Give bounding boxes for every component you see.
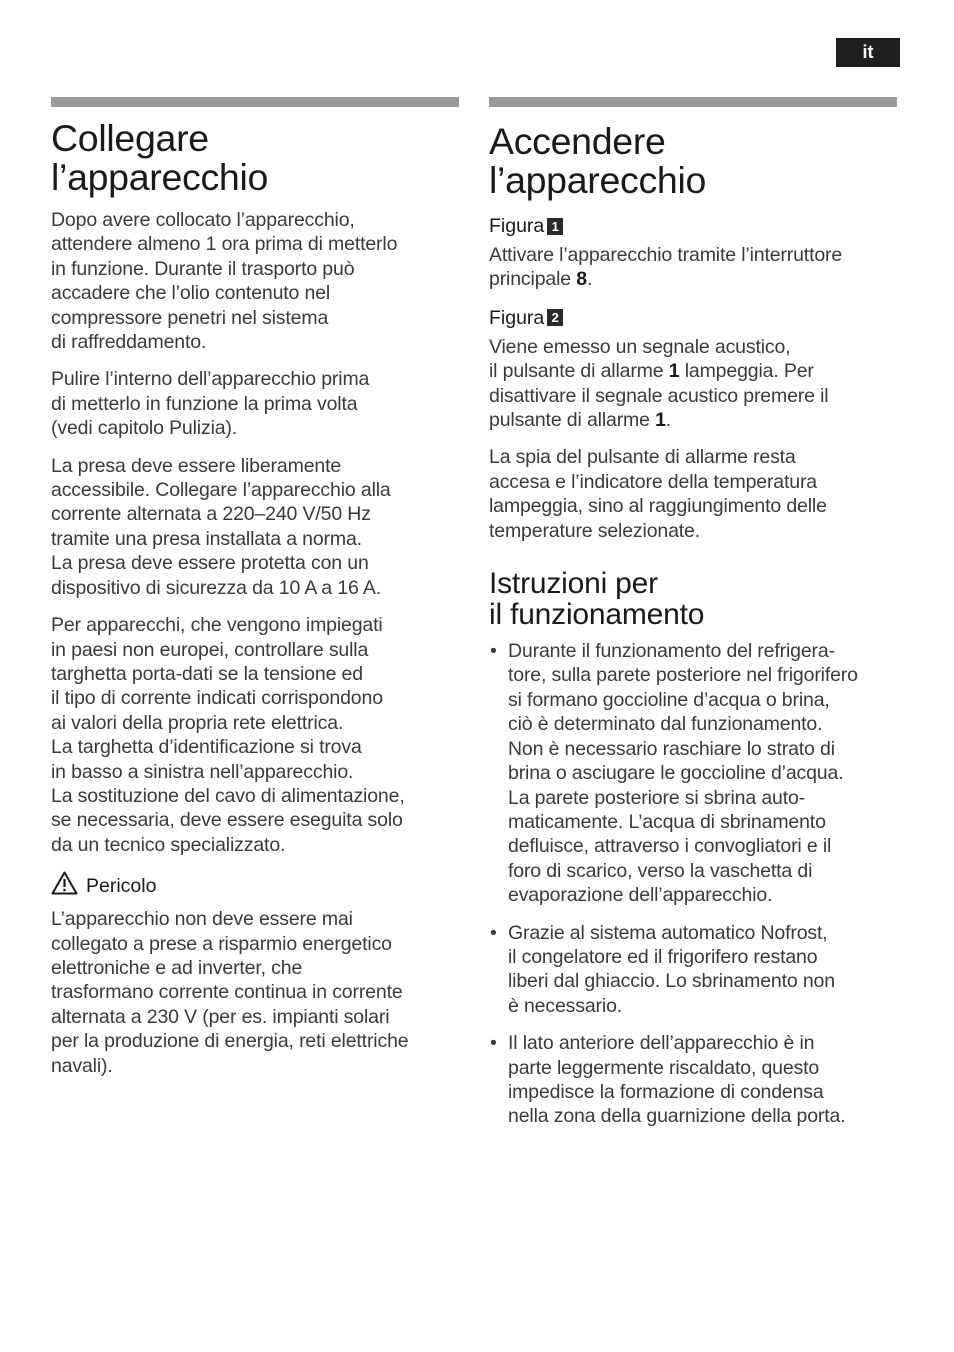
paragraph-figure-2: Viene emesso un segnale acustico, il pulsante di allarme 1 lampeggia. Per disattivare il segnale acustico premere il pulsante di allarme 1. [489,335,829,432]
list-item: • Il lato anteriore dell’apparecchio è in parte leggermente riscaldato, questo impedisce la formazione di condensa nella zona della guarnizione della porta. [490,1032,846,1128]
paragraph-alarm-light: La spia del pulsante di allarme resta accesa e l’indicatore della temperatura lampeggia, sino al raggiungimento delle temperature selezionate. [489,446,827,542]
paragraph-danger: L’apparecchio non deve essere mai collegato a prese a risparmio energetico elettroniche e ad inverter, che trasformano corrente continua in corrente alternata a 230 V (per es. impianti solari per la produzione di energia, reti elettriche navali). [51,908,409,1077]
operation-list [489,639,909,1129]
list-item: • Grazie al sistema automatico Nofrost, il congelatore ed il frigorifero restano liberi dal ghiaccio. Lo sbrinamento non è necessario. [490,921,835,1017]
paragraph-cleaning: Pulire l’interno dell’apparecchio prima di metterlo in funzione la prima volta (vedi capitolo Pulizia). [51,368,370,440]
paragraph-non-european: Per apparecchi, che vengono impiegati in paesi non europei, controllare sulla targhetta porta-dati se la tensione ed il tipo di corrente indicati corrispondono ai valori della propria rete elettrica. La targhetta d’identificazione si trova in basso a sinistra nell’apparecchio. La sostituzione del cavo di alimentazione, se necessaria, deve essere eseguita solo da un tecnico specializzato. [51,614,405,856]
figure-1-number: 1 [547,218,563,235]
warning-icon [51,871,78,901]
right-column [489,97,909,1129]
subsection-title-operation: Istruzioni per il funzionamento [489,567,705,632]
figure-1-label: Figura 1 [489,214,909,238]
paragraph-figure-1: Attivare l’apparecchio tramite l’interruttore principale 8. [489,244,843,291]
section-rule [489,97,897,107]
figure-2-number: 2 [547,309,563,326]
list-item: • Durante il funzionamento del refrigera- tore, sulla parete posteriore nel frigorifero si formano goccioline d’acqua o brina, ciò è determinato dal funzionamento. Non è necessario raschiare lo strato di brina o asciugare le goccioline d’acqua. La parete posteriore si sbrina auto- maticamente. L’acqua di sbrinamento defluisce, attraverso i convogliatori e il foro di scarico, verso la vaschetta di evaporazione dell’apparecchio. [490,640,858,907]
left-column [51,97,460,1078]
paragraph-transport: Dopo avere collocato l’apparecchio, attendere almeno 1 ora prima di metterlo in funzione. Durante il trasporto può accadere che l’olio contenuto nel compressore penetri nel sistema di raffreddamento. [51,209,398,354]
danger-heading [51,871,460,901]
figure-2-label: Figura 2 [489,306,909,330]
language-tab: it [836,38,900,67]
section-rule [51,97,459,107]
section-title-connect: Collegare l’apparecchio [51,117,269,198]
paragraph-socket: La presa deve essere liberamente accessibile. Collegare l’apparecchio alla corrente alternata a 220–240 V/50 Hz tramite una presa installata a norma. La presa deve essere protetta con un dispositivo di sicurezza da 10 A a 16 A. [51,454,391,599]
section-title-switch-on: Accendere l’apparecchio [489,120,707,201]
danger-label: Pericolo [86,875,157,898]
